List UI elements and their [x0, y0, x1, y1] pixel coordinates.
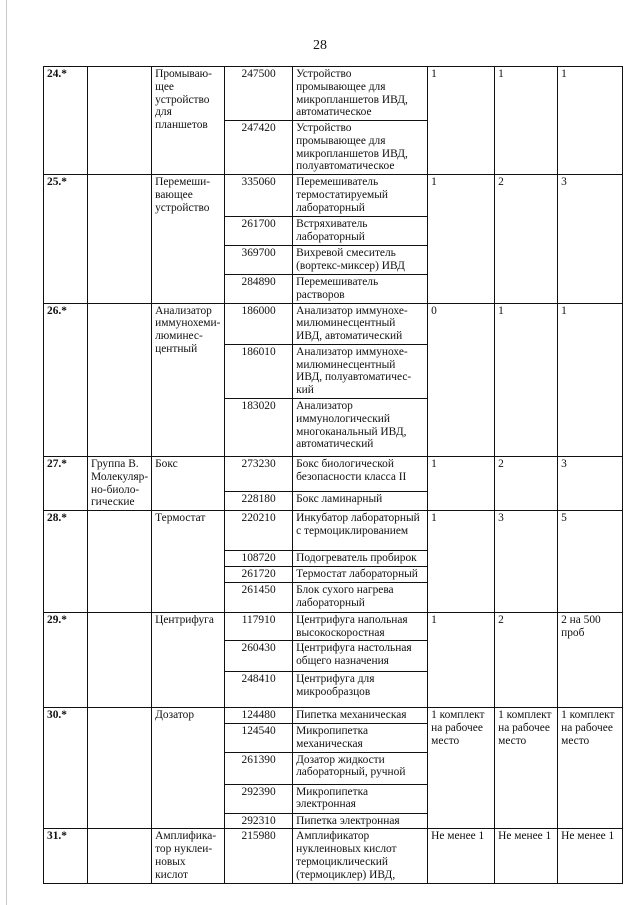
equipment-name: Амплифика-тор нуклеи-новых кислот — [152, 829, 225, 883]
item-code: 261390 — [225, 752, 293, 784]
row-number: 28.* — [44, 511, 88, 613]
group-cell — [88, 829, 152, 883]
item-code: 260430 — [225, 641, 293, 672]
table-row — [44, 511, 623, 551]
table-row — [44, 457, 623, 492]
item-code: 284890 — [225, 275, 293, 304]
item-description: Центрифуга настольная общего назначения — [293, 641, 428, 672]
table-row — [44, 708, 623, 724]
item-code: 117910 — [225, 612, 293, 641]
group-label: Группа В. Молекуляр-но-биоло-гические — [88, 457, 152, 511]
quantity-q3: 1 — [558, 67, 623, 175]
group-cell — [88, 67, 152, 175]
quantity-q2: 1 — [495, 303, 558, 456]
item-code: 248410 — [225, 672, 293, 708]
quantity-q2: 1 — [495, 67, 558, 175]
table-row — [44, 67, 623, 121]
item-description: Блок сухого нагрева лабораторный — [293, 582, 428, 612]
quantity-q1: 1 — [428, 67, 495, 175]
item-description: Пипетка механическая — [293, 708, 428, 724]
row-number: 26.* — [44, 303, 88, 456]
group-cell — [88, 303, 152, 456]
item-description: Амплификатор нуклеиновых кислот термоциклический (термоциклер) ИВД, — [293, 829, 428, 883]
item-code: 228180 — [225, 491, 293, 510]
item-code: 273230 — [225, 457, 293, 492]
row-number: 30.* — [44, 708, 88, 829]
item-description: Устройство промывающее для микропланшетов ИВД, автоматическое — [293, 67, 428, 121]
item-code: 261450 — [225, 582, 293, 612]
group-cell — [88, 511, 152, 613]
item-code: 292310 — [225, 813, 293, 829]
item-description: Микропипетка электронная — [293, 784, 428, 813]
quantity-q1: 1 — [428, 457, 495, 511]
table-row — [44, 175, 623, 217]
equipment-name: Промываю-щее устройство для планшетов — [152, 67, 225, 175]
equipment-name: Перемеши-вающее устройство — [152, 175, 225, 304]
item-code: 124540 — [225, 724, 293, 753]
quantity-q1: 1 — [428, 511, 495, 613]
item-description: Анализатор иммунологический многоканальный ИВД, автоматический — [293, 399, 428, 457]
item-description: Термостат лабораторный — [293, 566, 428, 582]
item-description: Перемешиватель растворов — [293, 275, 428, 304]
page-number: 28 — [313, 38, 327, 53]
quantity-q3: 3 — [558, 457, 623, 511]
row-number: 24.* — [44, 67, 88, 175]
item-description: Бокс биологической безопасности класса II — [293, 457, 428, 492]
item-code: 369700 — [225, 246, 293, 275]
item-code: 335060 — [225, 175, 293, 217]
group-cell — [88, 175, 152, 304]
item-code: 247500 — [225, 67, 293, 121]
equipment-name: Дозатор — [152, 708, 225, 829]
page-edge-shadow — [6, 0, 7, 905]
quantity-q3: Не менее 1 — [558, 829, 623, 883]
quantity-q1: 1 — [428, 175, 495, 304]
item-description: Дозатор жидкости лабораторный, ручной — [293, 752, 428, 784]
row-number: 31.* — [44, 829, 88, 883]
item-description: Вихревой смеситель (вортекс-миксер) ИВД — [293, 246, 428, 275]
item-code: 124480 — [225, 708, 293, 724]
item-description: Анализатор иммунохе-милюминесцентный ИВД, полуавтоматичес-кий — [293, 344, 428, 398]
item-description: Микропипетка механическая — [293, 724, 428, 753]
quantity-q2: 2 — [495, 612, 558, 708]
item-description: Перемешиватель термостатируемый лабораторный — [293, 175, 428, 217]
item-description: Центрифуга для микрообразцов — [293, 672, 428, 708]
item-code: 108720 — [225, 551, 293, 567]
item-description: Анализатор иммунохе-милюминесцентный ИВД, автоматический — [293, 303, 428, 344]
item-description: Встряхиватель лабораторный — [293, 217, 428, 246]
quantity-q2: 2 — [495, 457, 558, 511]
item-code: 261720 — [225, 566, 293, 582]
equipment-table — [43, 66, 623, 884]
item-description: Бокс ламинарный — [293, 491, 428, 510]
quantity-q2: Не менее 1 — [495, 829, 558, 883]
table-row — [44, 303, 623, 344]
item-code: 186010 — [225, 344, 293, 398]
row-number: 27.* — [44, 457, 88, 511]
item-description: Инкубатор лабораторный с термоциклированием — [293, 511, 428, 551]
equipment-name: Центрифуга — [152, 612, 225, 708]
row-number: 25.* — [44, 175, 88, 304]
quantity-q1: Не менее 1 — [428, 829, 495, 883]
equipment-name: Бокс — [152, 457, 225, 511]
quantity-q3: 3 — [558, 175, 623, 304]
quantity-q1: 1 комплект на рабочее место — [428, 708, 495, 829]
table-row — [44, 612, 623, 641]
quantity-q3: 1 комплект на рабочее место — [558, 708, 623, 829]
item-code: 186000 — [225, 303, 293, 344]
quantity-q2: 2 — [495, 175, 558, 304]
row-number: 29.* — [44, 612, 88, 708]
quantity-q1: 0 — [428, 303, 495, 456]
item-description: Центрифуга напольная высокоскоростная — [293, 612, 428, 641]
quantity-q2: 1 комплект на рабочее место — [495, 708, 558, 829]
table-row — [44, 829, 623, 883]
equipment-name: Анализатор иммунохеми-люминес-центный — [152, 303, 225, 456]
item-code: 183020 — [225, 399, 293, 457]
item-description: Пипетка электронная — [293, 813, 428, 829]
group-cell — [88, 708, 152, 829]
item-code: 247420 — [225, 121, 293, 175]
quantity-q3: 5 — [558, 511, 623, 613]
equipment-name: Термостат — [152, 511, 225, 613]
group-cell — [88, 612, 152, 708]
item-description: Устройство промывающее для микропланшетов ИВД, полуавтоматическое — [293, 121, 428, 175]
quantity-q3: 2 на 500 проб — [558, 612, 623, 708]
quantity-q1: 1 — [428, 612, 495, 708]
item-code: 220210 — [225, 511, 293, 551]
quantity-q2: 3 — [495, 511, 558, 613]
item-description: Подогреватель пробирок — [293, 551, 428, 567]
item-code: 292390 — [225, 784, 293, 813]
item-code: 215980 — [225, 829, 293, 883]
quantity-q3: 1 — [558, 303, 623, 456]
item-code: 261700 — [225, 217, 293, 246]
